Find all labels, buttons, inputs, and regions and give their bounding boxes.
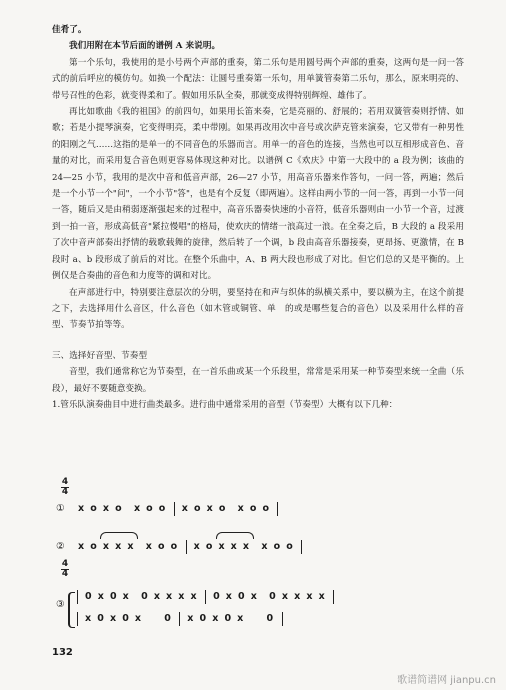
paragraph: 1.管乐队演奏曲目中进行曲类最多。进行曲中通常采用的音型（节奏型）大概有以下几种：	[52, 399, 398, 410]
rhythm-row-3-number: ③	[56, 599, 65, 610]
time-signature: 4 4	[61, 477, 69, 497]
paragraph: 音型，我们通常称它为节奏型，在一首乐曲或某一个乐段里，常常是采用某一种节奏型来统一全曲（乐段），最好不要随意变换。	[52, 367, 464, 394]
body-text	[52, 22, 464, 413]
paragraph: 在声部进行中，特别要注意层次的分明，要坚持在和声与织体的纵横关系中，要以横为主，在这个前提之下，去选择用什么音区，什么音色（如木管或铜管、单 的或是哪些复合的音色）以及采用什么样的音型、节奏节拍等等。	[52, 287, 464, 331]
paragraph: 我们用附在本节后面的谱例 A 来说明。	[69, 41, 221, 52]
section-heading: 三、选择好音型、节奏型	[52, 350, 148, 361]
rhythm-row-1: ① x o x o x o o x o x o x o o	[56, 500, 281, 518]
time-signature: 4 4	[61, 559, 69, 579]
rhythm-row-2: ② x o x x x x o o x o x x x x o o	[56, 538, 305, 556]
paragraph: 佳肴了。	[52, 25, 87, 35]
watermark: 歌谱简谱网 jianpu.cn	[397, 675, 496, 686]
paragraph: 再比如歌曲《我的祖国》的前四句，如果用长笛来奏，它是亮丽的、舒展的；若用双簧管奏则抒情、如歌；若是小提琴演奏，它变得明亮，柔中带刚。如果再改用次中音号或次萨克管来演奏，它又带有一种男性的阳刚之气……这指的是单一的不同音色的乐器而言。用单一的音色的连接，当然也可以互相形成音色、音量的对比，而采用复合音色则更容易体现这种对比。以谱例 C《欢庆》中第一大段中的 a 段为例；该曲的 24—25 小节，我用的是次中音和低音声部，26—27 小节，用高音乐器来作答句，一问一答，两遍；然后是一个小节一个"问"，一个小节"答"，也是有个反复（即两遍）。这样由两小节的一问一答，再到一小节一问一答，随后又是由稍弱逐渐强起来的过程中，高音乐器奏快速的小音符，低音乐器则由一小节一个音，过渡到一拍一音，形成高低音"紧拉慢唱"的格局，使欢庆的情绪一浪高过一浪。在全奏之后，B 大段的 a 段采用了次中音声部奏出抒情的载歌载舞的旋律，然后转了一个调，b 段由高音乐器接奏，更昂扬、更激情，在 B 段时 a、b 段形成了前后的对比。在整个乐曲中，A、B 两大段也形成了对比。但它们总的又是平衡的。上例仅是合奏曲的音色和力度等的调和对比。	[52, 107, 464, 282]
rhythm-examples	[56, 478, 476, 628]
rhythm-row-3-upper: 0 x 0 x 0 x x x x 0 x 0 x 0 x x x x	[56, 588, 337, 606]
rhythm-row-3-lower: x 0 x 0 x 0 x 0 x 0 x 0	[56, 610, 286, 628]
paragraph: 第一个乐句，我使用的是小号两个声部的重奏，第二乐句是用圆号两个声部的重奏，这两句是一问一答式的前后呼应的模仿句。如换一个配法：让圆号重奏第一乐句，用单簧管奏第二乐句，那么，原来明亮的、带号召性的色彩，就变得柔和了。假如用乐队全奏，那就变成得特别辉煌、雄伟了。	[52, 57, 464, 101]
page-number: 132	[52, 647, 73, 658]
